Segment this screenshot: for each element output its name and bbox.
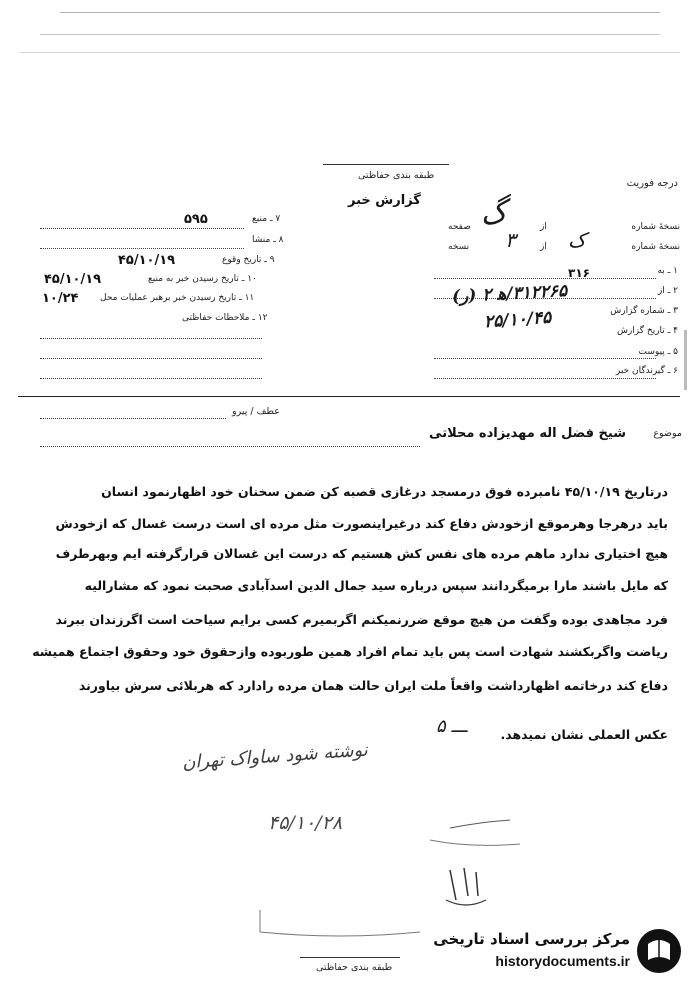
field-to-value: ۳۱۶	[568, 266, 590, 280]
subject-label: موضوع	[653, 428, 682, 439]
field-report-number-label: ۳ ـ شماره گزارش	[610, 306, 678, 316]
scan-noise	[20, 52, 680, 53]
body-line: دفاع کند درخاتمه اظهارداشت واقعاً ملت ایران حالت همان مرده رادارد که هربلائی سرش بیاورند	[78, 678, 668, 693]
header-separator	[18, 396, 680, 397]
classification-top: طبقه بندی حفاظتی	[358, 170, 435, 181]
field-report-date-value: ۲۵/۱۰/۴۵	[483, 307, 552, 333]
copy-copy-label: نسخه	[448, 242, 470, 252]
footer-classification-line	[300, 957, 400, 958]
field-source-value: ۵۹۵	[184, 212, 208, 227]
body-line: هیچ اختیاری ندارد ماهم مرده های نفس کش هستیم که درست این غسالان قرارگرفته ایم وبهرطرف	[55, 546, 668, 561]
body-line: که مایل باشند مارا برمیگردانند سپس درباره سید جمال الدین اسدآبادی صحبت نمود که مشارالیه	[84, 578, 668, 593]
field-ops-date-label: ۱۱ ـ تاریخ رسیدن خبر برهبر عملیات محل	[100, 293, 255, 303]
body-line: درتاریخ ۴۵/۱۰/۱۹ نامبرده فوق درمسجد درغازی قصبه کن ضمن سخنان خود اظهارنمود انسان	[101, 484, 668, 499]
field-attachment-label: ۵ ـ پیوست	[638, 347, 678, 357]
body-line: فرد مجاهدی بوده وگفت من هیچ موقع ضررنمیکنم اگربمیرم کسی برایم سیاحت است اگرزندان ببرند	[55, 612, 668, 627]
field-security-notes-label: ۱۲ ـ ملاحظات حفاظتی	[182, 313, 268, 323]
watermark-line2: historydocuments.ir	[495, 953, 630, 969]
body-line: عکس العملی نشان نمیدهد.	[500, 727, 668, 742]
marginal-note: نوشته شود ساواک تهران	[181, 739, 369, 774]
handwritten-mark: ـــ ۵	[436, 716, 468, 737]
field-report-number-value: ۳۱۲۲۶۵/ه‍ ۲ (ر)	[451, 280, 568, 308]
handwritten-mark: گ	[477, 194, 510, 233]
handwritten-mark: ک	[568, 228, 586, 252]
classification-bottom: طبقه بندی حفاظتی	[316, 962, 393, 973]
reference-label: عطف / پیرو	[232, 406, 280, 417]
field-recipients-label: ۶ ـ گیرندگان خبر	[615, 366, 678, 376]
body-line: ریاضت واگربکشند شهادت است پس باید تمام افراد همین طوربوده وازحقوق خود وحقوق اجتماع همیشه	[32, 644, 668, 659]
handwritten-mark: ۳	[505, 228, 516, 252]
watermark	[418, 924, 688, 980]
field-origin-label: ۸ ـ منشا	[252, 235, 284, 245]
field-received-date-value: ۴۵/۱۰/۱۹	[44, 272, 102, 287]
urgency-label: درجه فوریت	[626, 178, 678, 189]
field-from-label: ۲ ـ از	[657, 286, 678, 296]
archive-logo-icon	[634, 926, 684, 976]
scan-noise	[684, 330, 687, 390]
handwritten-date: ۴۵/۱۰/۲۸	[268, 812, 343, 834]
body-line: باید درهرجا وهرموقع ازخودش دفاع کند درغیراینصورت مثل مرده ای است درست غسال که ازخودش	[55, 516, 668, 531]
scan-noise	[40, 34, 660, 35]
field-occurrence-date-value: ۴۵/۱۰/۱۹	[118, 253, 176, 268]
copy-from-label-2: از	[540, 242, 547, 252]
field-to-label: ۱ ـ به	[657, 266, 678, 276]
field-ops-date-value: ۱۰/۲۴	[42, 291, 79, 306]
field-occurrence-date-label: ۹ ـ تاریخ وقوع	[222, 255, 275, 265]
copy-pages-label: صفحه	[448, 222, 471, 232]
copy-number-label: نسخهٔ شماره	[631, 222, 680, 232]
copy-from-label: از	[540, 222, 547, 232]
field-report-date-label: ۴ ـ تاریخ گزارش	[616, 326, 678, 336]
copy-number-label-2: نسخهٔ شماره	[631, 242, 680, 252]
classification-underline	[323, 164, 449, 165]
field-source-label: ۷ ـ منبع	[252, 214, 281, 224]
field-received-date-label: ۱۰ ـ تاریخ رسیدن خبر به منبع	[148, 274, 257, 284]
subject-value: شیخ فضل اله مهدیزاده محلاتی	[429, 426, 626, 441]
watermark-line1: مرکز بررسی اسناد تاریخی	[433, 930, 630, 948]
report-title: گزارش خبر	[348, 193, 421, 208]
scan-noise	[60, 12, 660, 13]
